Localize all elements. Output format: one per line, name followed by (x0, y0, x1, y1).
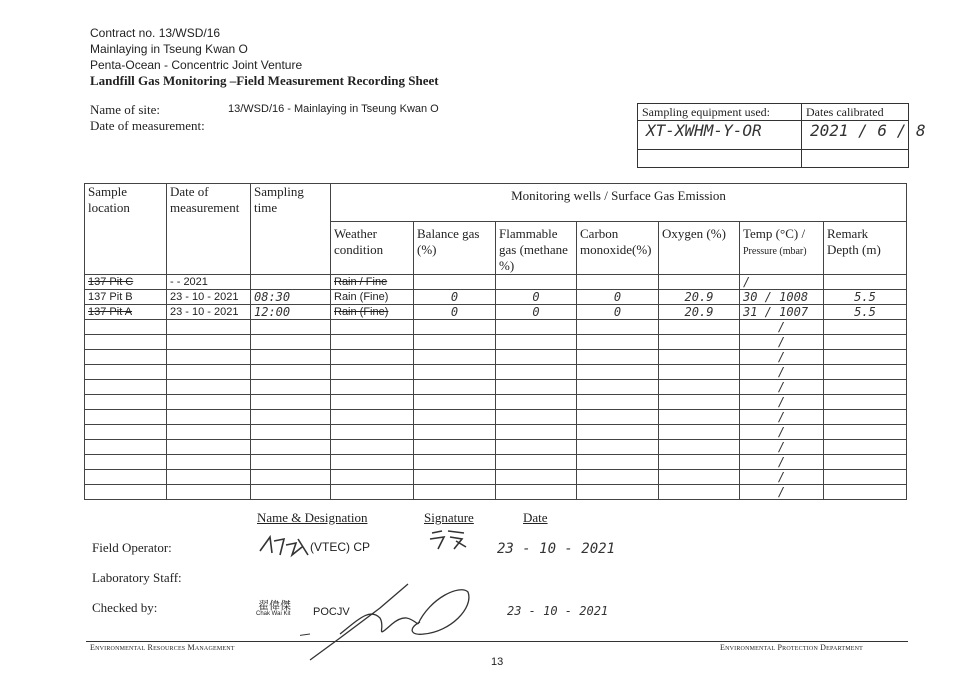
blank-cell (85, 455, 167, 470)
blank-cell (577, 350, 659, 365)
blank-cell (824, 395, 907, 410)
blank-table-row (85, 335, 907, 350)
sheet-title: Landfill Gas Monitoring –Field Measurement Recording Sheet (90, 73, 439, 88)
header-weather: Weather condition (331, 222, 414, 275)
blank-cell (331, 365, 414, 380)
blank-cell (659, 425, 740, 440)
checked-by-org: POCJV (313, 606, 350, 618)
blank-table-row (85, 455, 907, 470)
blank-cell (85, 485, 167, 500)
blank-cell (659, 410, 740, 425)
blank-temp-slash: / (740, 395, 824, 410)
blank-temp-slash: / (740, 350, 824, 365)
blank-cell (85, 395, 167, 410)
blank-cell (496, 410, 577, 425)
cell-oxygen: 20.9 (659, 305, 740, 320)
date-of-measurement-label: Date of measurement: (90, 118, 205, 133)
blank-table-row (85, 395, 907, 410)
cell-balance-gas: 0 (414, 305, 496, 320)
blank-cell (659, 350, 740, 365)
blank-cell (414, 410, 496, 425)
blank-cell (414, 380, 496, 395)
blank-cell (577, 335, 659, 350)
header-date-of-measurement: Date of measurement (167, 184, 251, 275)
blank-cell (251, 455, 331, 470)
calibrated-header: Dates calibrated (806, 105, 884, 119)
blank-cell (85, 365, 167, 380)
field-operator-handwritten-name (258, 533, 310, 559)
cell-pressure: 1007 (779, 305, 809, 319)
blank-table-row (85, 380, 907, 395)
blank-cell (251, 485, 331, 500)
blank-cell (251, 425, 331, 440)
cell-balance-gas: 0 (414, 290, 496, 305)
blank-cell (251, 335, 331, 350)
blank-cell (659, 335, 740, 350)
blank-cell (824, 440, 907, 455)
blank-cell (496, 440, 577, 455)
header-oxygen: Oxygen (%) (659, 222, 740, 275)
blank-cell (167, 485, 251, 500)
field-operator-date: 23 - 10 - 2021 (497, 541, 616, 557)
blank-table-row (85, 470, 907, 485)
blank-cell (496, 380, 577, 395)
blank-cell (659, 470, 740, 485)
blank-cell (167, 365, 251, 380)
blank-cell (577, 365, 659, 380)
blank-cell (331, 455, 414, 470)
cell-temp-pressure: 30 / 1008 (740, 290, 824, 305)
header-flammable-gas: Flammable gas (methane %) (496, 222, 577, 275)
measurement-table (84, 183, 907, 500)
blank-cell (251, 380, 331, 395)
equipment-header: Sampling equipment used: (642, 105, 770, 119)
blank-cell (659, 455, 740, 470)
signature-header: Signature (424, 510, 474, 525)
blank-table-row (85, 350, 907, 365)
blank-temp-slash: / (740, 365, 824, 380)
header-sample-location: Sample location (85, 184, 167, 275)
blank-cell (251, 395, 331, 410)
blank-table-row (85, 440, 907, 455)
blank-cell (414, 320, 496, 335)
cell-temp-pressure: / (740, 275, 824, 290)
blank-temp-slash: / (740, 320, 824, 335)
blank-cell (331, 350, 414, 365)
blank-cell (85, 470, 167, 485)
cell-weather: Rain (Fine) (331, 290, 414, 305)
cell-carbon-monoxide (577, 275, 659, 290)
cell-balance-gas (414, 275, 496, 290)
header-monitoring-group: Monitoring wells / Surface Gas Emission (331, 184, 907, 222)
blank-cell (496, 485, 577, 500)
blank-cell (85, 425, 167, 440)
blank-cell (496, 365, 577, 380)
cell-pressure: 1008 (779, 290, 809, 304)
blank-temp-slash: / (740, 380, 824, 395)
header-carbon-monoxide: Carbon monoxide(%) (577, 222, 659, 275)
blank-table-row (85, 410, 907, 425)
blank-cell (251, 440, 331, 455)
cell-remark: 5.5 (824, 290, 907, 305)
cell-weather: Rain / Fine (331, 275, 414, 290)
blank-temp-slash: / (740, 410, 824, 425)
blank-cell (496, 350, 577, 365)
blank-cell (167, 335, 251, 350)
blank-table-row (85, 365, 907, 380)
site-name-value: 13/WSD/16 - Mainlaying in Tseung Kwan O (228, 103, 439, 115)
cell-temp-pressure: 31 / 1007 (740, 305, 824, 320)
site-name-label: Name of site: (90, 102, 161, 117)
table-row (85, 305, 907, 320)
cell-time: 08:30 (251, 290, 331, 305)
blank-cell (659, 380, 740, 395)
cell-time (251, 275, 331, 290)
blank-cell (824, 350, 907, 365)
blank-cell (577, 380, 659, 395)
cell-location: 137 Pit C (85, 275, 167, 290)
blank-cell (167, 425, 251, 440)
blank-cell (414, 440, 496, 455)
contract-number: Contract no. 13/WSD/16 (90, 26, 221, 40)
blank-cell (414, 365, 496, 380)
blank-temp-slash: / (740, 470, 824, 485)
table-row (85, 275, 907, 290)
blank-cell (824, 410, 907, 425)
blank-cell (496, 425, 577, 440)
blank-cell (824, 380, 907, 395)
blank-cell (414, 485, 496, 500)
blank-cell (251, 410, 331, 425)
blank-cell (167, 470, 251, 485)
blank-table-row (85, 485, 907, 500)
blank-cell (577, 425, 659, 440)
blank-cell (251, 470, 331, 485)
cell-temp: 31 (743, 305, 758, 319)
header-temp-pressure (740, 222, 824, 275)
cell-temp: 30 (743, 290, 758, 304)
cell-location: 137 Pit A (85, 305, 167, 320)
blank-cell (331, 335, 414, 350)
blank-cell (824, 320, 907, 335)
blank-cell (331, 380, 414, 395)
field-operator-signature (428, 527, 468, 551)
blank-cell (167, 455, 251, 470)
cell-oxygen (659, 275, 740, 290)
blank-temp-slash: / (740, 425, 824, 440)
blank-cell (414, 470, 496, 485)
blank-cell (824, 365, 907, 380)
table-row (85, 290, 907, 305)
header-pressure: Pressure (mbar) (743, 246, 807, 257)
cell-carbon-monoxide: 0 (577, 290, 659, 305)
blank-cell (577, 470, 659, 485)
blank-temp-slash: / (740, 455, 824, 470)
blank-cell (331, 410, 414, 425)
blank-cell (496, 455, 577, 470)
blank-cell (251, 365, 331, 380)
blank-cell (331, 440, 414, 455)
checked-by-name-en: Chak Wai Kit (256, 611, 291, 617)
blank-cell (251, 350, 331, 365)
cell-flammable-gas: 0 (496, 305, 577, 320)
blank-cell (659, 440, 740, 455)
blank-cell (577, 395, 659, 410)
blank-table-row (85, 425, 907, 440)
blank-cell (496, 470, 577, 485)
blank-cell (414, 335, 496, 350)
blank-cell (85, 335, 167, 350)
blank-cell (414, 350, 496, 365)
cell-flammable-gas (496, 275, 577, 290)
blank-cell (824, 470, 907, 485)
blank-cell (496, 335, 577, 350)
blank-cell (577, 410, 659, 425)
name-designation-header: Name & Designation (257, 510, 368, 525)
blank-cell (331, 485, 414, 500)
blank-temp-slash: / (740, 440, 824, 455)
laboratory-staff-label: Laboratory Staff: (92, 570, 182, 585)
blank-cell (85, 320, 167, 335)
blank-cell (414, 395, 496, 410)
header-remark: Remark Depth (m) (824, 222, 907, 275)
cell-date: - - 2021 (167, 275, 251, 290)
blank-cell (496, 395, 577, 410)
blank-cell (659, 320, 740, 335)
cell-date: 23 - 10 - 2021 (167, 290, 251, 305)
footer-left: Environmental Resources Management (90, 643, 235, 652)
field-operator-label: Field Operator: (92, 540, 172, 555)
cell-location: 137 Pit B (85, 290, 167, 305)
blank-cell (577, 440, 659, 455)
project-name: Mainlaying in Tseung Kwan O (90, 42, 248, 56)
blank-cell (577, 455, 659, 470)
blank-cell (167, 350, 251, 365)
blank-table-row (85, 320, 907, 335)
blank-cell (85, 380, 167, 395)
footer-rule (86, 641, 908, 642)
contractor-name: Penta-Ocean - Concentric Joint Venture (90, 58, 303, 72)
cell-carbon-monoxide: 0 (577, 305, 659, 320)
blank-cell (251, 320, 331, 335)
blank-cell (414, 425, 496, 440)
blank-cell (824, 425, 907, 440)
page-number: 13 (491, 656, 504, 668)
cell-oxygen: 20.9 (659, 290, 740, 305)
blank-cell (167, 440, 251, 455)
cell-flammable-gas: 0 (496, 290, 577, 305)
cell-time: 12:00 (251, 305, 331, 320)
cell-remark: 5.5 (824, 305, 907, 320)
footer-right: Environmental Protection Department (720, 643, 864, 652)
cell-remark (824, 275, 907, 290)
blank-cell (659, 395, 740, 410)
date-header: Date (523, 510, 548, 525)
blank-cell (331, 425, 414, 440)
header-sampling-time: Sampling time (251, 184, 331, 275)
blank-cell (331, 395, 414, 410)
cell-date: 23 - 10 - 2021 (167, 305, 251, 320)
header-temp: Temp (°C) / (743, 226, 806, 241)
equipment-box (637, 103, 926, 168)
blank-cell (414, 455, 496, 470)
checked-by-date: 23 - 10 - 2021 (507, 604, 609, 618)
checked-by-signature (300, 578, 480, 668)
blank-cell (331, 320, 414, 335)
blank-cell (331, 470, 414, 485)
header-balance-gas: Balance gas (%) (414, 222, 496, 275)
cell-weather: Rain (Fine) (331, 305, 414, 320)
checked-by-name-cn: 翟偉傑 (258, 600, 291, 612)
blank-cell (577, 320, 659, 335)
field-operator-name: (VTEC) CP (310, 540, 370, 554)
blank-cell (85, 350, 167, 365)
blank-cell (659, 365, 740, 380)
blank-cell (85, 410, 167, 425)
blank-temp-slash: / (740, 335, 824, 350)
checked-by-label: Checked by: (92, 600, 158, 615)
calibrated-value: 2021 / 6 / 8 (810, 121, 926, 140)
blank-cell (167, 380, 251, 395)
equipment-value: XT-XWHM-Y-OR (646, 121, 762, 140)
blank-cell (824, 485, 907, 500)
blank-cell (85, 440, 167, 455)
blank-cell (577, 485, 659, 500)
blank-cell (824, 455, 907, 470)
blank-cell (167, 320, 251, 335)
blank-cell (496, 320, 577, 335)
blank-temp-slash: / (740, 485, 824, 500)
blank-cell (824, 335, 907, 350)
blank-cell (167, 410, 251, 425)
blank-cell (167, 395, 251, 410)
blank-cell (659, 485, 740, 500)
